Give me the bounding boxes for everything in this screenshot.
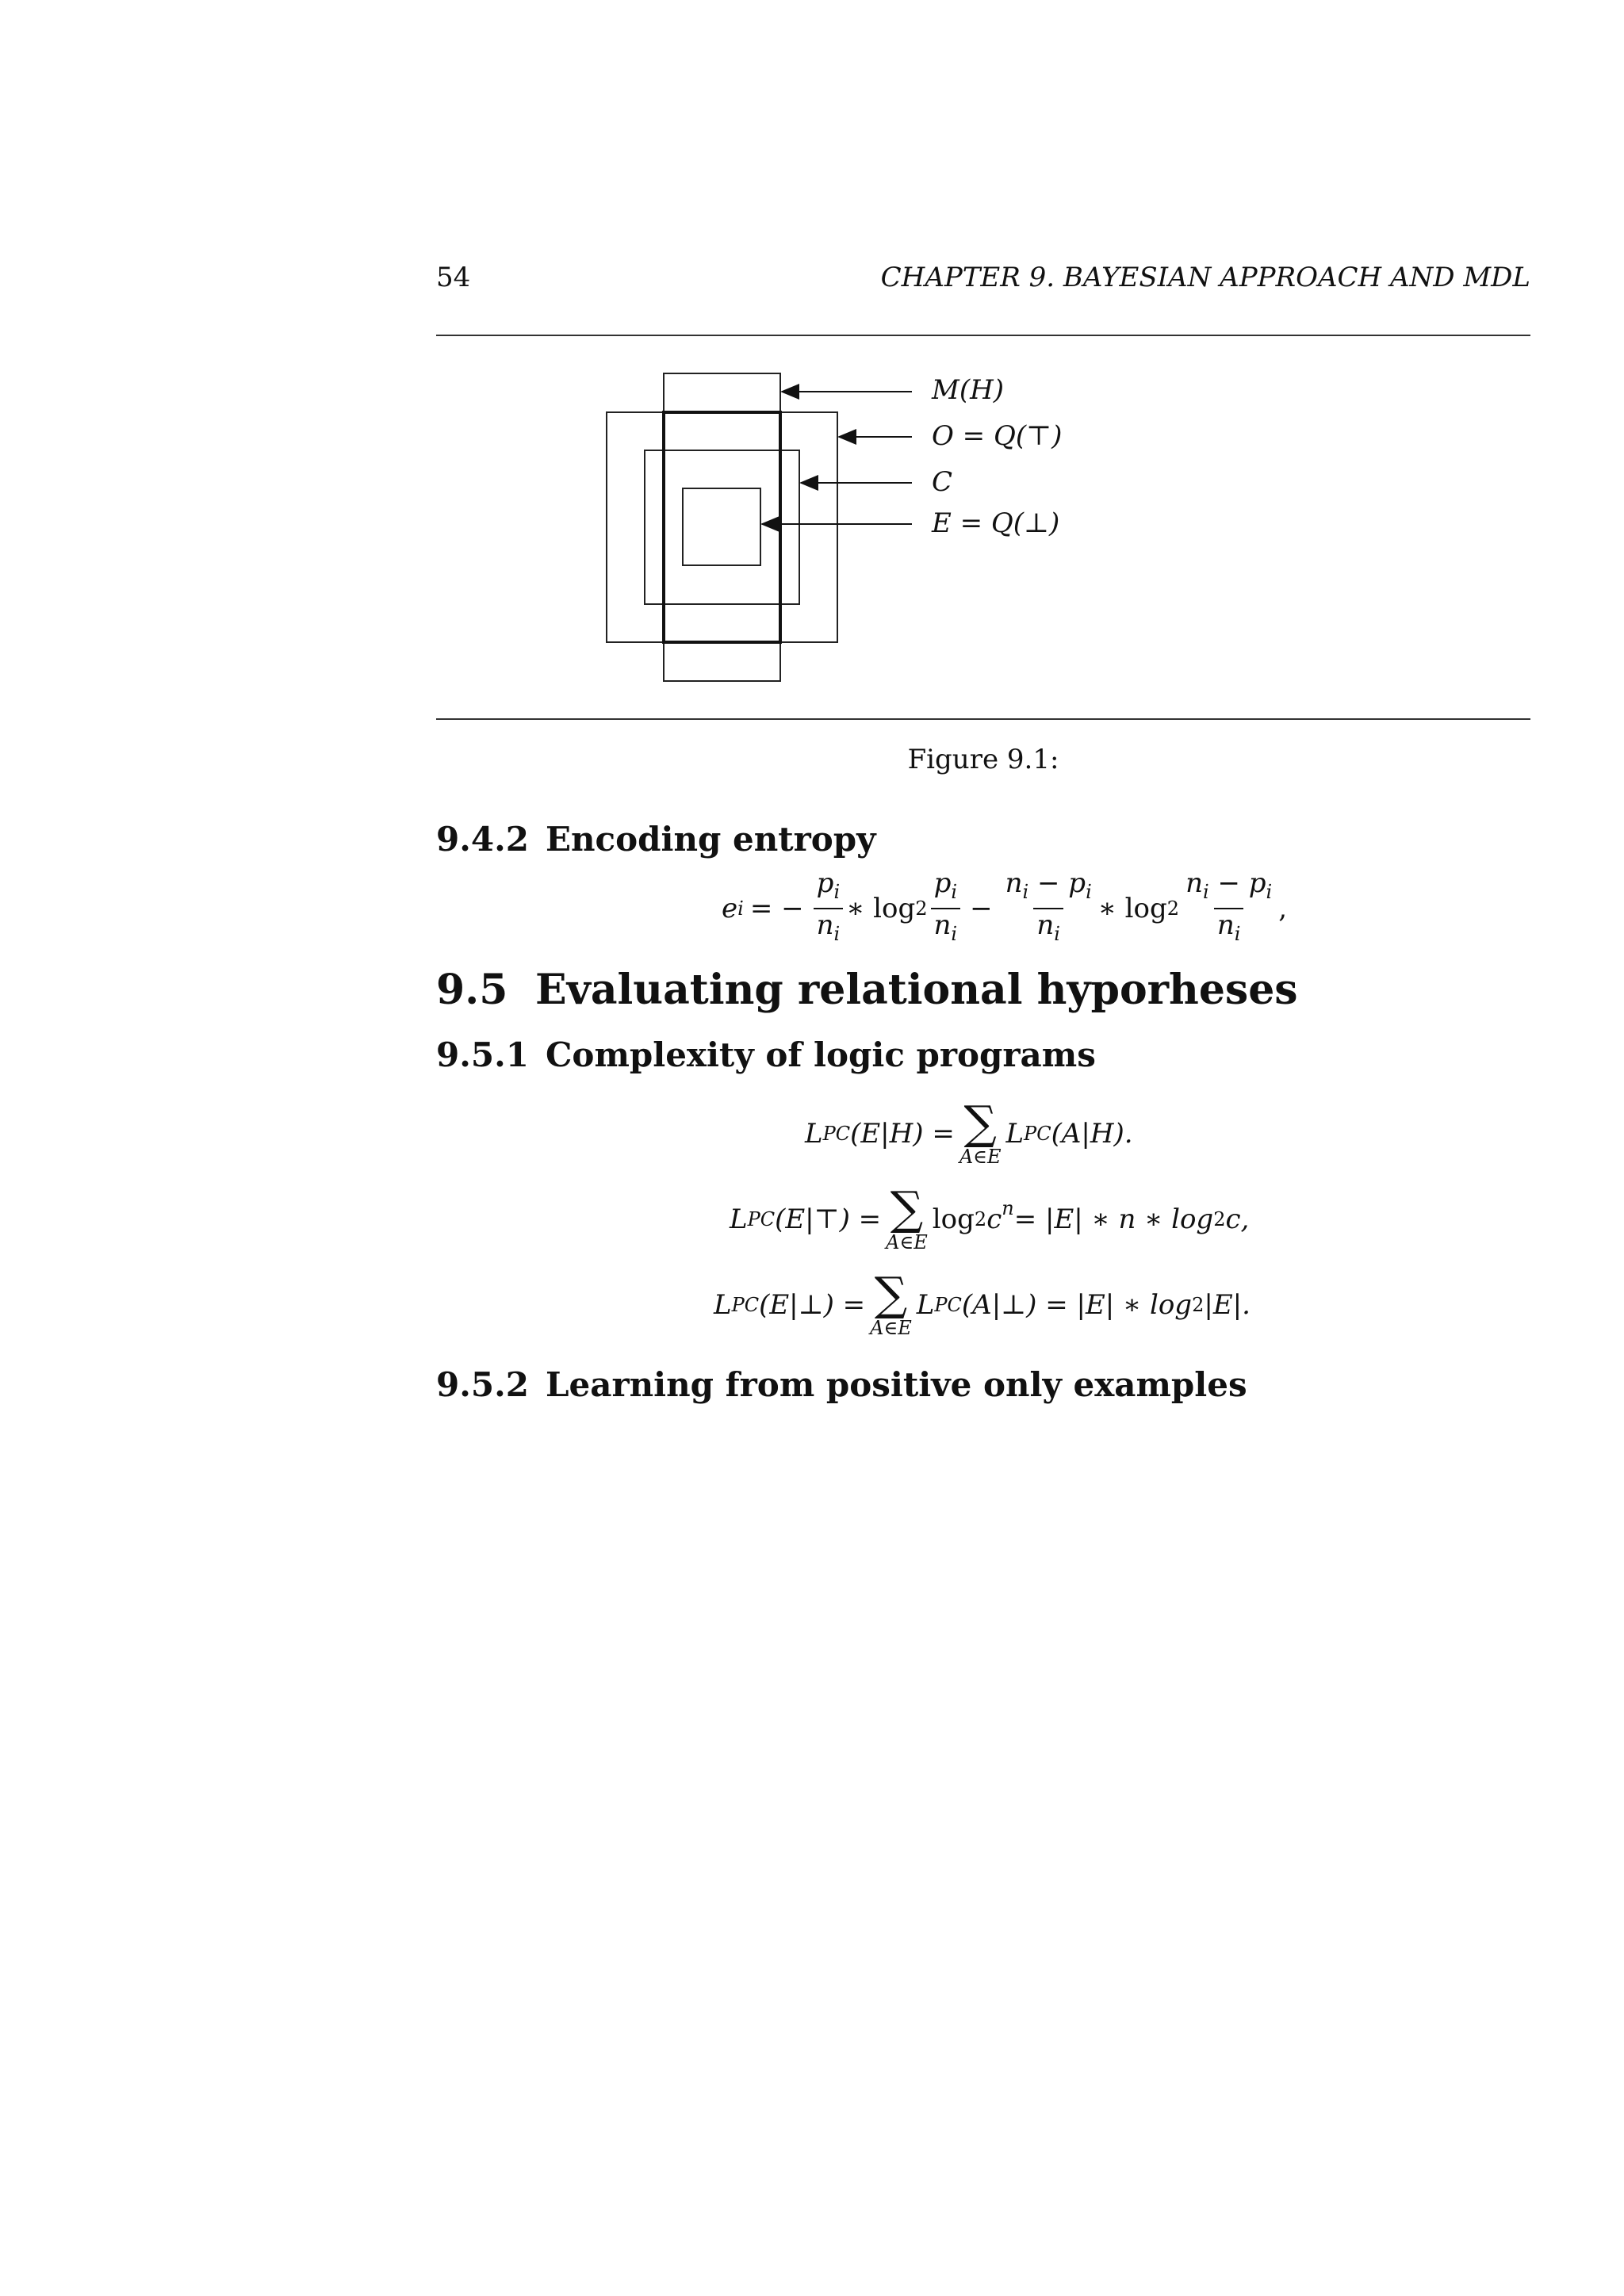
rect-bold-intersection	[664, 412, 780, 642]
section-heading-9-4-2: 9.4.2 Encoding entropy	[436, 820, 876, 859]
figure-caption: Figure 9.1:	[907, 744, 1059, 775]
section-heading-9-5-1: 9.5.1 Complexity of logic programs	[436, 1035, 1096, 1074]
equation-lpc-top: L PC (E|⊤) = ∑ A∈E log 2 c $^n$ = |E| ∗ n ∗ log 2 c,	[730, 1181, 1250, 1253]
equation-lpc-bot: L PC (E|⊥) = ∑ A∈E L PC (A|⊥) = |E| ∗ log 2 |E|.	[714, 1267, 1251, 1339]
section-heading-9-5-2: 9.5.2 Learning from positive only examples	[436, 1365, 1247, 1404]
running-title: CHAPTER 9. BAYESIAN APPROACH AND MDL	[880, 262, 1530, 293]
sum-symbol: ∑	[874, 1267, 908, 1321]
sum-symbol: ∑	[890, 1181, 924, 1235]
rect-c	[645, 450, 799, 604]
figure-label-e-bot: E = Q(⊥)	[932, 507, 1060, 539]
rect-o-top	[607, 412, 837, 642]
rect-m-h	[664, 373, 780, 681]
equation-entropy: e i = − $\frac{p_i}{n_i}$ ∗ log 2 $\frac{p_i}{n_i}$ − $\frac{n_i - p_i}{n_i}$ ∗ log 2 $\frac{n_i - p_i}{n_i}$ ,	[722, 869, 1287, 948]
sum-symbol: ∑	[963, 1096, 997, 1150]
page-number: 54	[436, 262, 471, 293]
section-heading-9-5: 9.5 Evaluating relational hyporheses	[436, 966, 1298, 1014]
equation-lpc-h: L PC (E|H) = ∑ A∈E L PC (A|H).	[805, 1096, 1133, 1168]
figure-label-m-h: M(H)	[932, 374, 1004, 406]
rect-e-bot	[683, 488, 760, 565]
figure-label-o-top: O = Q(⊤)	[932, 420, 1063, 452]
figure-label-c: C	[932, 466, 953, 498]
